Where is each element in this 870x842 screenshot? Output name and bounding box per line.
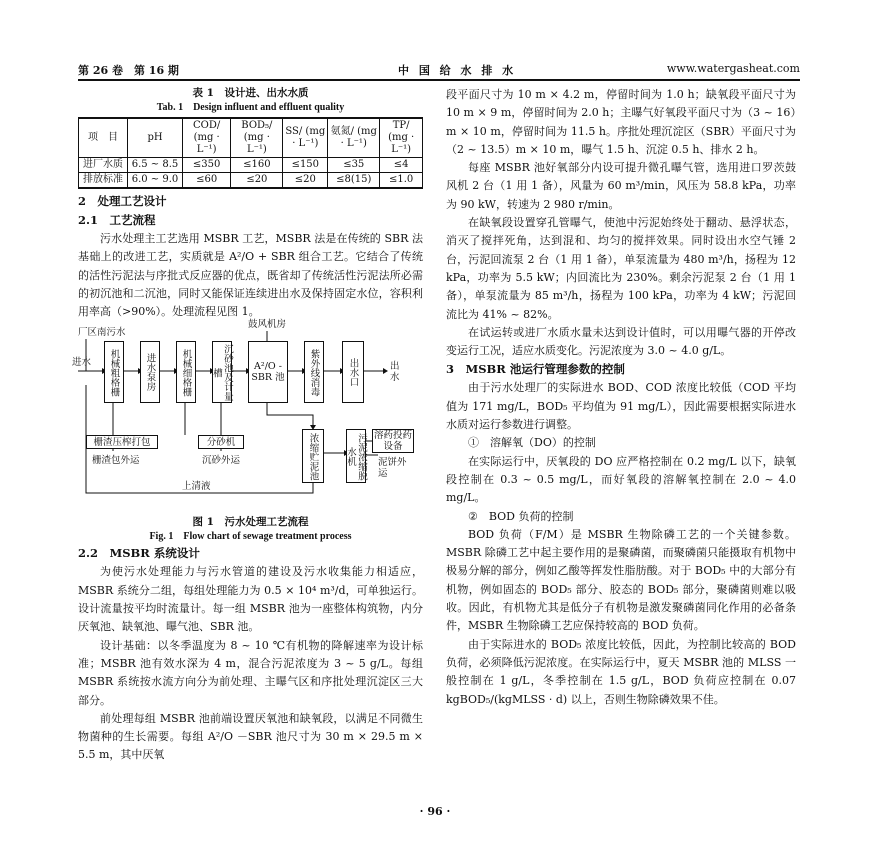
- table-caption-cn: 表 1 设计进、出水水质: [192, 87, 309, 99]
- table-cell: 进厂水质: [79, 158, 128, 173]
- left-column: [72, 86, 423, 765]
- table-row: [79, 158, 423, 173]
- right-column: [446, 86, 796, 709]
- paragraph: 由于污水处理厂的实际进水 BOD、COD 浓度比较低（COD 平均值为 171 mg/L，BOD₅ 平均值为 91 mg/L），因此需要根据实际进水水质对运行参数进行调整。: [446, 381, 796, 432]
- label-inflow: 进水: [72, 357, 92, 369]
- table-header-cell: 项 目: [79, 118, 128, 158]
- box-fine-screen: 机械细格栅: [176, 341, 196, 403]
- label-screenings-haul: 栅渣包外运: [92, 455, 140, 467]
- table-cell: 排放标准: [79, 173, 128, 189]
- header-rule: [78, 79, 800, 81]
- section-heading: 2 处理工艺设计: [78, 194, 167, 208]
- table-cell: ≤150: [283, 158, 328, 173]
- label-cake-haul: 泥饼外运: [378, 457, 407, 480]
- running-header: [78, 62, 800, 78]
- figure-caption-cn: 图 1 污水处理工艺流程: [192, 516, 309, 529]
- table-cell: ≤160: [231, 158, 283, 173]
- paragraph: 设计基础：以冬季温度为 8 ~ 10 ℃有机物的降解速率为设计标准；MSBR 池有效水深为 4 m，混合污泥浓度为 3 ~ 5 g/L。每组 MSBR 系统按水流方向分为前处理、主曝气区和序批处理沉淀区三大部分。: [78, 638, 423, 707]
- label-outflow: 出水: [390, 361, 400, 384]
- paragraph: BOD 负荷（F/M）是 MSBR 生物除磷工艺的一个关键参数。MSBR 除磷工艺中起主要作用的是聚磷菌，而聚磷菌只能摄取有机物中极易分解的部分，例如乙酸等挥发性脂肪酸。对于 BOD₅ 中的大部分有机物，例如固态的 BOD₅ 部分、胶态的 BOD₅ 部分，聚磷菌则难以吸收。因此，有机物尤其是低分子有机物是激发聚磷菌同化作用的必备条件，MSBR 生物除磷工艺应保持较高的 BOD 负荷。: [446, 527, 796, 633]
- box-a2o-sbr: A²/O -SBR 池: [248, 341, 288, 403]
- box-outfall: 出水口: [342, 341, 364, 403]
- box-sludge-thickener: 浓缩贮泥池: [302, 429, 324, 483]
- subheading-do: ① 溶解氧（DO）的控制: [468, 436, 596, 450]
- table-row: [79, 173, 423, 189]
- table-cell: ≤350: [183, 158, 231, 173]
- table-header-cell: COD/ (mg · L⁻¹): [183, 118, 231, 158]
- table-cell: ≤35: [328, 158, 380, 173]
- table-cell: 6.5 ~ 8.5: [128, 158, 183, 173]
- paragraph: 在实际运行中，厌氧段的 DO 应严格控制在 0.2 mg/L 以下，缺氧段控制在 0.3 ~ 0.5 mg/L，而好氧段的溶解氧控制在 2.0 ~ 4.0 mg/L。: [446, 454, 796, 505]
- label-factory-sewage: 厂区南污水: [78, 327, 126, 339]
- paragraph: 由于实际进水的 BOD₅ 浓度比较低，因此，为控制比较高的 BOD 负荷，必须降低污泥浓度。在实际运行中，夏天 MSBR 池的 MLSS 一般控制在 1 g/L，冬季控制在 1.5 g/L，BOD 负荷应控制在 0.07 kgBOD₅/(kgMLSS · d) 以上，否则生物除磷效果不佳。: [446, 637, 796, 706]
- section-heading: 3 MSBR 池运行管理参数的控制: [446, 362, 625, 377]
- label-blower-house: 鼓风机房: [248, 319, 287, 331]
- box-dosing-equipment: 溶药投药设备: [373, 430, 412, 453]
- table-cell: ≤4: [380, 158, 423, 173]
- journal-title: 中 国 给 水 排 水: [398, 64, 517, 77]
- journal-website: www.watergasheat.com: [666, 62, 800, 75]
- table-cell: ≤60: [183, 173, 231, 189]
- quality-table: [78, 117, 423, 189]
- paragraph: 为使污水处理能力与污水管道的建设及污水收集能力相适应，MSBR 系统分二组，每组处理能力为 0.5 × 10⁴ m³/d，可单独运行。设计流量按平均时流量计。每一组 MSBR 池为一座整体构筑物，内分厌氧池、缺氧池、曝气池、SBR 池。: [78, 565, 423, 634]
- paragraph: 污水处理主工艺选用 MSBR 工艺，MSBR 法是在传统的 SBR 法基础上的改进工艺，实质就是 A²/O + SBR 组合工艺。它结合了传统的活性污泥法与序批式反应器的优点，既省却了传统活性污泥法所必需的初沉池和二沉池，同时又能保证连续进出水及保持固定水位，容积利用率高（>90%）。处理流程见图 1。: [78, 232, 423, 319]
- table-header-cell: SS/ (mg · L⁻¹): [283, 118, 328, 158]
- subheading-bod: ② BOD 负荷的控制: [468, 509, 574, 523]
- subsection-heading: 2.2 MSBR 系统设计: [78, 546, 200, 561]
- table-cell: ≤20: [283, 173, 328, 189]
- paragraph: 段平面尺寸为 10 m × 4.2 m，停留时间为 1.0 h；缺氧段平面尺寸为 10 m × 9 m，停留时间为 2.0 h；主曝气好氧段平面尺寸为（3 ~ 16）m × 10 m，停留时间为 11.5 h。序批处理沉淀区（SBR）平面尺寸为（2 ~ 13.5）m × 10 m，曝气 1.5 h、沉淀 0.5 h、排水 2 h。: [446, 88, 796, 156]
- box-coarse-screen: 机械粗格栅: [104, 341, 124, 403]
- table-header-cell: TP/ (mg · L⁻¹): [380, 118, 423, 158]
- box-grit-separator: 分砂机: [198, 435, 244, 449]
- volume-issue: 第 26 卷 第 16 期: [78, 64, 179, 77]
- table-header-row: [79, 118, 423, 158]
- box-inlet-pump: 进水泵房: [140, 341, 160, 403]
- box-sludge-dewatering: 污泥浓缩脱水机: [346, 429, 366, 483]
- process-flow-figure: [72, 319, 423, 515]
- paragraph: 前处理每组 MSBR 池前端设置厌氧池和缺氧段，以满足不同微生物菌种的生长需要。每组 A²/O －SBR 池尺寸为 30 m × 29.5 m × 5.5 m，其中厌氧: [78, 711, 423, 762]
- table-cell: ≤1.0: [380, 173, 423, 189]
- label-supernatant: 上清液: [182, 481, 211, 493]
- table-cell: ≤20: [231, 173, 283, 189]
- paragraph: 每座 MSBR 池好氧部分内设可提升微孔曝气管，选用进口罗茨鼓风机 2 台（1 用 1 备），风量为 60 m³/min，风压为 58.8 kPa，功率为 90 kW，转速为 2 980 r/min。: [446, 161, 796, 211]
- paragraph: 在试运转或进厂水质水量未达到设计值时，可以用曝气器的开停改变运行工况，适应水质变化。污泥浓度为 3.0 ~ 4.0 g/L。: [446, 325, 796, 358]
- table-header-cell: BOD₅/ (mg · L⁻¹): [231, 118, 283, 158]
- subsection-heading: 2.1 工艺流程: [78, 213, 156, 227]
- table-caption-en: Tab. 1 Design influent and effluent quality: [156, 102, 345, 113]
- table-header-cell: pH: [128, 118, 183, 158]
- table-header-cell: 氨氮/ (mg · L⁻¹): [328, 118, 380, 158]
- figure-caption-en: Fig. 1 Flow chart of sewage treatment process: [149, 531, 352, 543]
- paragraph: 在缺氧段设置穿孔管曝气，使池中污泥始终处于翻动、悬浮状态，消灭了搅拌死角，达到混和、均匀的搅拌效果。同时设出水空气锤 2 台，污泥回流泵 2 台（1 用 1 备），单泵流量为 480 m³/h，扬程为 12 kPa，功率为 5.5 kW；内回流比为 230%。剩余污泥泵 2 台（1 用 1 备），单泵流量为 85 m³/h，扬程为 100 kPa，功率为 4 kW；污泥回流比为 41% ~ 82%。: [446, 216, 796, 321]
- box-uv-disinfection: 紫外线消毒: [304, 341, 324, 403]
- table-cell: 6.0 ~ 9.0: [128, 173, 183, 189]
- page-number: · 96 ·: [419, 805, 451, 818]
- box-grit-chamber: 沉砂池及计量槽: [212, 341, 232, 403]
- box-screenings-press: 栅渣压榨打包: [86, 435, 158, 449]
- label-grit-haul: 沉砂外运: [202, 455, 241, 467]
- table-cell: ≤8(15): [328, 173, 380, 189]
